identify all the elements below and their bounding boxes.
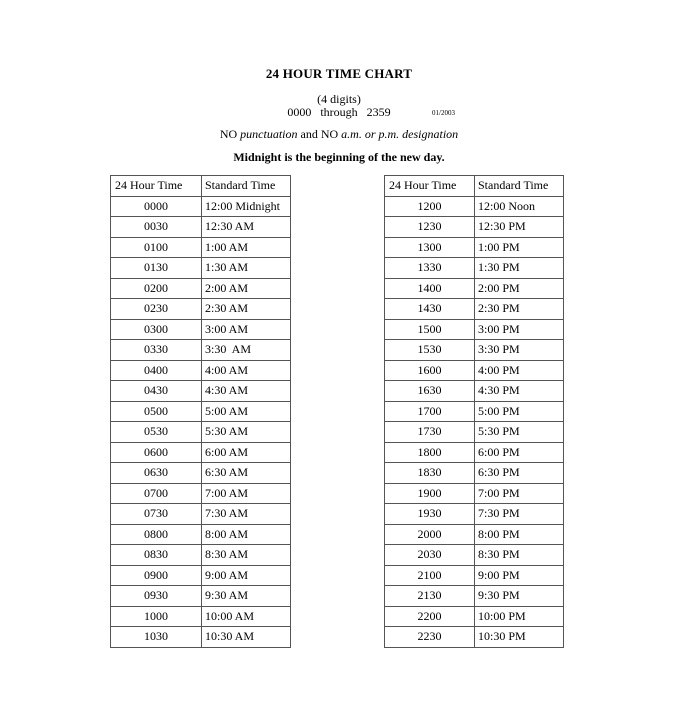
- cell-standard-time: 8:00 AM: [202, 524, 291, 545]
- cell-24-hour: 1000: [111, 606, 202, 627]
- document-date: 01/2003: [432, 109, 455, 117]
- table-row: [111, 545, 291, 566]
- cell-24-hour: 0530: [111, 422, 202, 443]
- table-row: [385, 237, 564, 258]
- cell-24-hour: 0300: [111, 319, 202, 340]
- table-row: [385, 258, 564, 279]
- cell-standard-time: 7:30 PM: [475, 504, 564, 525]
- cell-24-hour: 1430: [385, 299, 475, 320]
- cell-24-hour: 0830: [111, 545, 202, 566]
- cell-24-hour: 0800: [111, 524, 202, 545]
- table-row: [111, 381, 291, 402]
- cell-24-hour: 1500: [385, 319, 475, 340]
- cell-standard-time: 10:00 PM: [475, 606, 564, 627]
- cell-standard-time: 9:00 PM: [475, 565, 564, 586]
- table-header-row: [111, 176, 291, 197]
- table-row: [385, 545, 564, 566]
- cell-standard-time: 12:30 AM: [202, 217, 291, 238]
- cell-standard-time: 1:00 AM: [202, 237, 291, 258]
- cell-24-hour: 1800: [385, 442, 475, 463]
- table-row: [111, 586, 291, 607]
- cell-standard-time: 6:00 AM: [202, 442, 291, 463]
- cell-standard-time: 6:00 PM: [475, 442, 564, 463]
- table-header-row: [385, 176, 564, 197]
- cell-24-hour: 1330: [385, 258, 475, 279]
- cell-standard-time: 5:30 AM: [202, 422, 291, 443]
- table-row: [111, 278, 291, 299]
- table-row: [111, 606, 291, 627]
- cell-standard-time: 10:30 PM: [475, 627, 564, 648]
- format-rule: [0, 127, 678, 142]
- cell-24-hour: 1600: [385, 360, 475, 381]
- cell-standard-time: 9:00 AM: [202, 565, 291, 586]
- rule-and-no: and NO: [300, 127, 339, 141]
- table-row: [385, 217, 564, 238]
- cell-24-hour: 0900: [111, 565, 202, 586]
- cell-24-hour: 0330: [111, 340, 202, 361]
- cell-standard-time: 2:30 PM: [475, 299, 564, 320]
- cell-24-hour: 0730: [111, 504, 202, 525]
- table-row: [385, 278, 564, 299]
- cell-standard-time: 3:30 AM: [202, 340, 291, 361]
- column-header-standard: Standard Time: [475, 176, 564, 197]
- table-row: [385, 627, 564, 648]
- cell-24-hour: 1400: [385, 278, 475, 299]
- cell-standard-time: 1:30 PM: [475, 258, 564, 279]
- table-row: [385, 463, 564, 484]
- cell-24-hour: 0100: [111, 237, 202, 258]
- cell-standard-time: 7:30 AM: [202, 504, 291, 525]
- cell-24-hour: 1230: [385, 217, 475, 238]
- table-row: [111, 237, 291, 258]
- cell-24-hour: 2030: [385, 545, 475, 566]
- cell-24-hour: 1930: [385, 504, 475, 525]
- table-row: [385, 299, 564, 320]
- cell-standard-time: 1:00 PM: [475, 237, 564, 258]
- column-header-24-hour: 24 Hour Time: [385, 176, 475, 197]
- cell-standard-time: 6:30 PM: [475, 463, 564, 484]
- cell-24-hour: 0600: [111, 442, 202, 463]
- cell-standard-time: 4:00 PM: [475, 360, 564, 381]
- table-row: [111, 401, 291, 422]
- table-row: [111, 627, 291, 648]
- cell-standard-time: 10:30 AM: [202, 627, 291, 648]
- cell-24-hour: 0930: [111, 586, 202, 607]
- cell-24-hour: 0430: [111, 381, 202, 402]
- cell-24-hour: 0500: [111, 401, 202, 422]
- cell-24-hour: 1830: [385, 463, 475, 484]
- cell-24-hour: 1300: [385, 237, 475, 258]
- cell-standard-time: 5:00 AM: [202, 401, 291, 422]
- table-row: [111, 463, 291, 484]
- cell-standard-time: 3:30 PM: [475, 340, 564, 361]
- table-row: [385, 524, 564, 545]
- cell-24-hour: 1730: [385, 422, 475, 443]
- cell-24-hour: 0030: [111, 217, 202, 238]
- table-row: [385, 319, 564, 340]
- cell-standard-time: 2:00 AM: [202, 278, 291, 299]
- cell-24-hour: 2230: [385, 627, 475, 648]
- table-row: [111, 196, 291, 217]
- cell-standard-time: 8:30 AM: [202, 545, 291, 566]
- cell-standard-time: 4:00 AM: [202, 360, 291, 381]
- table-row: [111, 360, 291, 381]
- table-row: [111, 258, 291, 279]
- table-row: [111, 422, 291, 443]
- table-row: [385, 606, 564, 627]
- table-row: [111, 299, 291, 320]
- table-row: [385, 401, 564, 422]
- cell-standard-time: 8:30 PM: [475, 545, 564, 566]
- time-range: [0, 105, 678, 120]
- cell-standard-time: 3:00 PM: [475, 319, 564, 340]
- cell-standard-time: 4:30 PM: [475, 381, 564, 402]
- cell-24-hour: 1030: [111, 627, 202, 648]
- rule-punctuation: punctuation: [240, 127, 298, 141]
- cell-24-hour: 0630: [111, 463, 202, 484]
- column-header-standard: Standard Time: [202, 176, 291, 197]
- table-row: [111, 524, 291, 545]
- page-title: 24 HOUR TIME CHART: [265, 66, 413, 81]
- time-table-am: [110, 175, 291, 648]
- table-row: [111, 442, 291, 463]
- table-row: [111, 504, 291, 525]
- cell-standard-time: 5:00 PM: [475, 401, 564, 422]
- cell-standard-time: 9:30 PM: [475, 586, 564, 607]
- cell-standard-time: 4:30 AM: [202, 381, 291, 402]
- rule-no: NO: [219, 127, 238, 141]
- digits-note: (4 digits): [317, 92, 361, 106]
- cell-24-hour: 2100: [385, 565, 475, 586]
- table-row: [385, 442, 564, 463]
- cell-standard-time: 8:00 PM: [475, 524, 564, 545]
- cell-standard-time: 6:30 AM: [202, 463, 291, 484]
- table-row: [385, 586, 564, 607]
- table-row: [385, 422, 564, 443]
- table-row: [385, 381, 564, 402]
- table-row: [385, 340, 564, 361]
- cell-24-hour: 1900: [385, 483, 475, 504]
- midnight-note: Midnight is the beginning of the new day.: [233, 150, 445, 164]
- column-header-24-hour: 24 Hour Time: [111, 176, 202, 197]
- time-table-pm: [384, 175, 564, 648]
- range-through: through: [320, 105, 358, 119]
- cell-24-hour: 2200: [385, 606, 475, 627]
- range-end: 2359: [366, 105, 391, 119]
- table-row: [111, 565, 291, 586]
- cell-24-hour: 0700: [111, 483, 202, 504]
- cell-24-hour: 1700: [385, 401, 475, 422]
- cell-24-hour: 0400: [111, 360, 202, 381]
- table-row: [385, 504, 564, 525]
- cell-standard-time: 7:00 PM: [475, 483, 564, 504]
- table-row: [385, 483, 564, 504]
- cell-standard-time: 12:30 PM: [475, 217, 564, 238]
- cell-standard-time: 10:00 AM: [202, 606, 291, 627]
- cell-standard-time: 2:00 PM: [475, 278, 564, 299]
- table-row: [111, 340, 291, 361]
- cell-standard-time: 1:30 AM: [202, 258, 291, 279]
- table-row: [111, 483, 291, 504]
- cell-24-hour: 0230: [111, 299, 202, 320]
- cell-standard-time: 7:00 AM: [202, 483, 291, 504]
- cell-standard-time: 12:00 Midnight: [202, 196, 291, 217]
- cell-24-hour: 0130: [111, 258, 202, 279]
- range-start: 0000: [287, 105, 312, 119]
- cell-24-hour: 0200: [111, 278, 202, 299]
- cell-standard-time: 3:00 AM: [202, 319, 291, 340]
- cell-24-hour: 1200: [385, 196, 475, 217]
- table-row: [111, 319, 291, 340]
- cell-standard-time: 5:30 PM: [475, 422, 564, 443]
- cell-24-hour: 2130: [385, 586, 475, 607]
- table-row: [385, 360, 564, 381]
- cell-standard-time: 12:00 Noon: [475, 196, 564, 217]
- cell-standard-time: 2:30 AM: [202, 299, 291, 320]
- cell-24-hour: 2000: [385, 524, 475, 545]
- cell-24-hour: 0000: [111, 196, 202, 217]
- table-row: [385, 196, 564, 217]
- cell-24-hour: 1530: [385, 340, 475, 361]
- table-row: [385, 565, 564, 586]
- cell-standard-time: 9:30 AM: [202, 586, 291, 607]
- rule-ampm: a.m. or p.m. designation: [341, 127, 459, 141]
- table-row: [111, 217, 291, 238]
- cell-24-hour: 1630: [385, 381, 475, 402]
